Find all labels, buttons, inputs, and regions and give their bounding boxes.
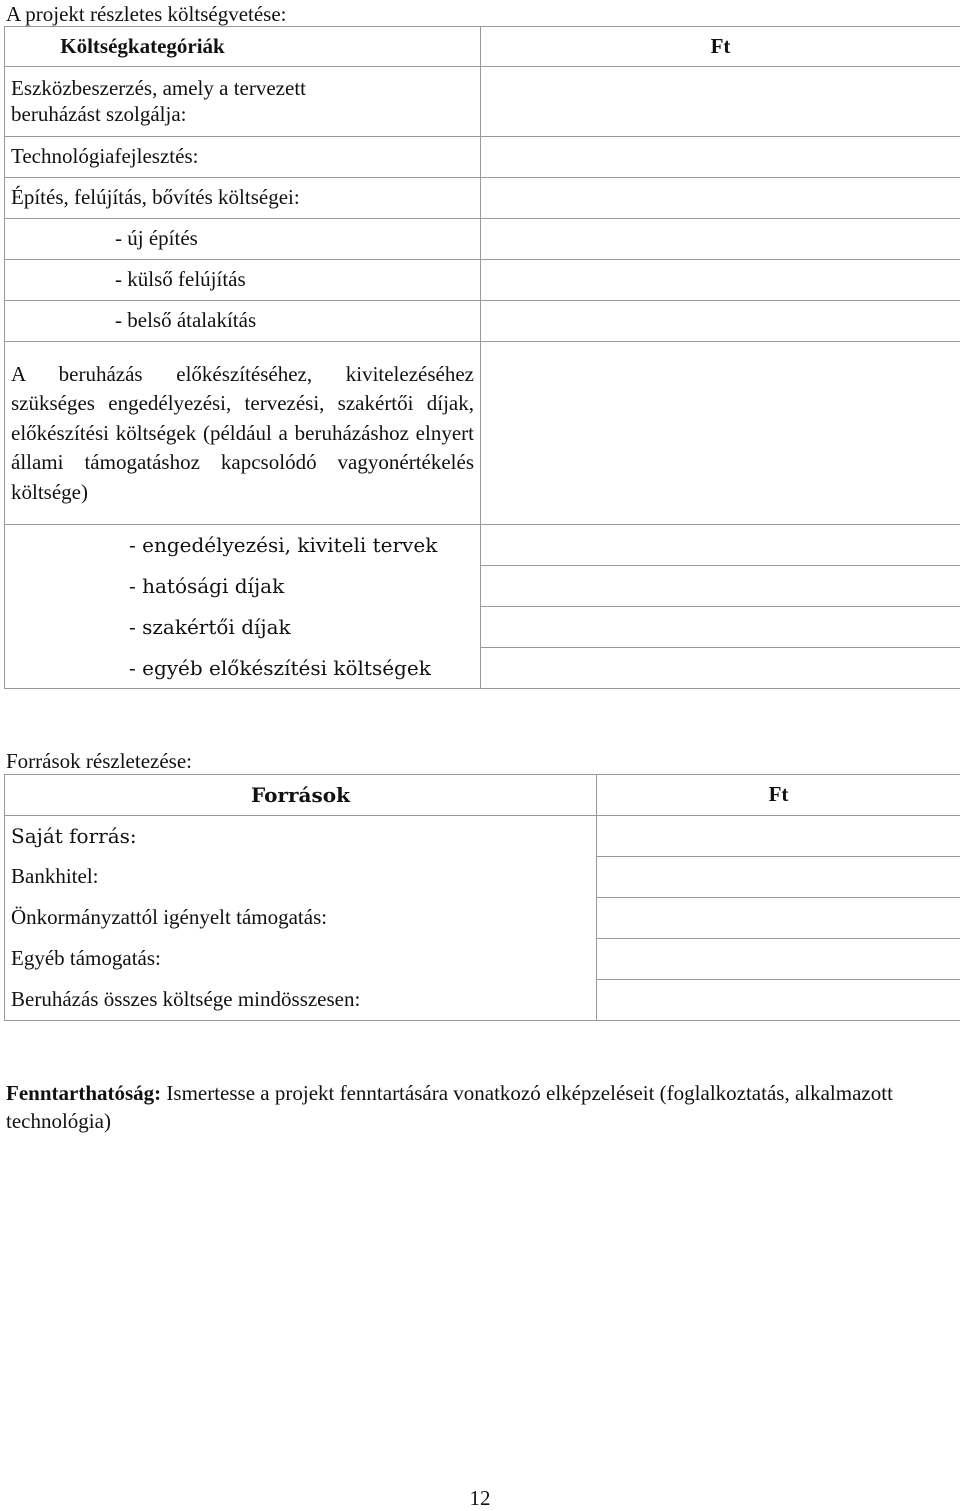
row-label: Technológiafejlesztés: — [5, 137, 481, 178]
table-row — [5, 607, 960, 648]
table-row — [5, 301, 960, 342]
row-label: Bankhitel: — [5, 857, 597, 898]
table-row — [5, 980, 960, 1021]
amount-cell[interactable] — [597, 898, 960, 939]
amount-cell[interactable] — [481, 178, 960, 219]
amount-cell[interactable] — [597, 980, 960, 1021]
row-label: Saját forrás: — [5, 816, 597, 857]
amount-cell[interactable] — [481, 219, 960, 260]
table-row — [5, 939, 960, 980]
row-label: Eszközbeszerzés, amely a tervezett beruházást szolgálja: — [5, 67, 481, 137]
row-label: - egyéb előkészítési költségek — [5, 648, 481, 689]
table-row — [5, 219, 960, 260]
budget-table — [4, 26, 960, 689]
row-label: - engedélyezési, kiviteli tervek — [5, 525, 481, 566]
row-label: - új építés — [5, 219, 481, 260]
table-row — [5, 648, 960, 689]
amount-cell[interactable] — [481, 648, 960, 689]
row-label: - belső átalakítás — [5, 301, 481, 342]
sustainability-text: Ismertesse a projekt fenntartására vonatkozó elképzeléseit (foglalkoztatás, alkalmazott technológia) — [6, 1081, 893, 1133]
amount-cell[interactable] — [481, 260, 960, 301]
amount-header: Ft — [597, 775, 960, 816]
row-label: - szakértői díjak — [5, 607, 481, 648]
amount-cell[interactable] — [481, 342, 960, 525]
row-label: Építés, felújítás, bővítés költségei: — [5, 178, 481, 219]
amount-cell[interactable] — [481, 566, 960, 607]
source-header: Források — [5, 775, 597, 816]
amount-header: Ft — [481, 27, 960, 67]
table-header-row — [5, 775, 960, 816]
budget-heading: A projekt részletes költségvetése: — [6, 2, 287, 27]
row-label: Önkormányzattól igényelt támogatás: — [5, 898, 597, 939]
amount-cell[interactable] — [481, 137, 960, 178]
row-label: A beruházás előkészítéséhez, kivitelezéséhez szükséges engedélyezési, tervezési, szakértői díjak, előkészítési költségek (például a beruházáshoz elnyert állami támogatáshoz kapcsolódó vagyonértékelés költsége) — [5, 342, 481, 525]
sources-table — [4, 774, 960, 1021]
table-row — [5, 816, 960, 857]
amount-cell[interactable] — [481, 525, 960, 566]
sustainability-label: Fenntarthatóság: — [6, 1081, 161, 1105]
sustainability-paragraph — [6, 1079, 956, 1136]
table-row — [5, 137, 960, 178]
table-row — [5, 342, 960, 525]
amount-cell[interactable] — [597, 857, 960, 898]
row-label: - hatósági díjak — [5, 566, 481, 607]
table-row — [5, 898, 960, 939]
table-header-row — [5, 27, 960, 67]
sources-heading: Források részletezése: — [6, 749, 192, 774]
row-label: Beruházás összes költsége mindösszesen: — [5, 980, 597, 1021]
amount-cell[interactable] — [481, 301, 960, 342]
table-row — [5, 566, 960, 607]
category-header: Költségkategóriák — [5, 27, 481, 67]
row-label: Egyéb támogatás: — [5, 939, 597, 980]
table-row — [5, 67, 960, 137]
amount-cell[interactable] — [597, 939, 960, 980]
row-label: - külső felújítás — [5, 260, 481, 301]
page-number: 12 — [0, 1486, 960, 1511]
table-row — [5, 260, 960, 301]
table-row — [5, 525, 960, 566]
amount-cell[interactable] — [597, 816, 960, 857]
table-row — [5, 857, 960, 898]
amount-cell[interactable] — [481, 607, 960, 648]
amount-cell[interactable] — [481, 67, 960, 137]
table-row — [5, 178, 960, 219]
